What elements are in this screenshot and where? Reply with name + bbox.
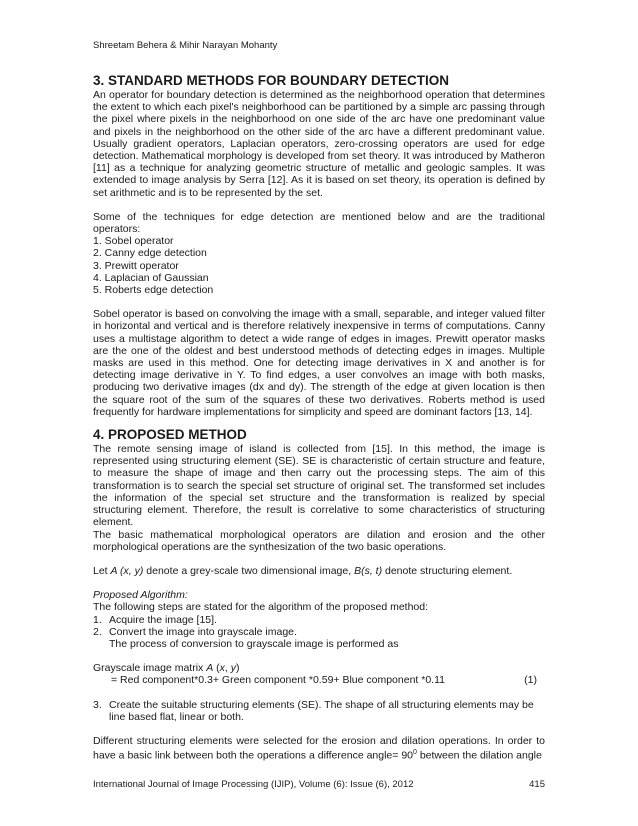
algorithm-steps-continued — [93, 699, 545, 723]
list-item: 5. Roberts edge detection — [93, 284, 214, 297]
section-4-paragraph-1: The remote sensing image of island is collected from [15]. In this method, the image is represented using structuring element (SE). SE is characteristic of certain structure and feature, to measure the shape of image and then carry out the processing steps. The aim of this transformation is to search the special set structure of original set. The transformed set includes the information of the special set structure and the transformation is realized by special structuring element. Therefore, the result is correlative to some characteristics of structuring element. — [93, 443, 545, 529]
list-item: 2. Canny edge detection — [93, 247, 207, 260]
page-footer — [93, 779, 545, 790]
algorithm-steps — [93, 614, 545, 651]
list-item: 1. Sobel operator — [93, 235, 174, 248]
list-item: 3. Prewitt operator — [93, 259, 179, 272]
section-3-heading: 3. STANDARD METHODS FOR BOUNDARY DETECTION — [93, 73, 450, 88]
algorithm-title: Proposed Algorithm: — [93, 589, 188, 602]
image-symbol: A (x, y) — [110, 564, 144, 577]
section-3-paragraph-2: Some of the techniques for edge detection are mentioned below and are the traditional operators: — [93, 210, 545, 236]
definition-paragraph: Let A (x, y) denote a grey-scale two dimensional image, B(s, t) denote structuring element. — [93, 564, 513, 577]
step-2-detail: The process of conversion to grayscale image is performed as — [109, 637, 399, 650]
equation-number: (1) — [524, 674, 537, 687]
section-4-paragraph-last: Different structuring elements were selected for the erosion and dilation operations. In order to have a basic link between both the operations a difference angle= $90^0$ between the dilation angle — [93, 734, 545, 762]
list-item: 1. Acquire the image [15]. — [93, 613, 217, 626]
section-3-paragraph-3: Sobel operator is based on convolving the image with a small, separable, and integer valued filter in horizontal and vertical and is therefore relatively inexpensive in terms of computations. Canny uses a multistage algorithm to detect a wide range of edges in images. Prewitt operator masks are the one of the oldest and best understood methods of detecting edges in images. Multiple masks are used in this method. One for detecting image derivatives in X and another is for detecting image derivative in Y. To find edges, a user convolves an image with both masks, producing two derivative images (dx and dy). The strength of the edge at given location is then the square root of the sum of the squares of these two derivatives. Roberts method is used frequently for hardware implementations for simplicity and speed are dominant factors [13, 14]. — [93, 308, 545, 418]
page-content — [93, 73, 545, 762]
grayscale-label: Grayscale image matrix A (x, y) — [93, 662, 240, 675]
section-4-heading: 4. PROPOSED METHOD — [93, 427, 247, 443]
journal-citation: International Journal of Image Processing (IJIP), Volume (6): Issue (6), 2012 — [93, 779, 414, 790]
grayscale-equation — [93, 674, 545, 686]
edge-operator-list — [93, 235, 545, 296]
list-item: 4. Laplacian of Gaussian — [93, 271, 209, 284]
algorithm-intro: The following steps are stated for the algorithm of the proposed method: — [93, 601, 429, 614]
list-item: 3. Create the suitable structuring elements (SE). The shape of all structuring elements may be line based flat, linear or both. — [93, 698, 534, 723]
section-3-paragraph-1: An operator for boundary detection is determined as the neighborhood operation that determines the extent to which each pixel's neighborhood can be partitioned by a simple arc passing through the pixel where pixels in the neighborhood on one side of the arc have one predominant value and pixels in the neighborhood on the other side of the arc have a different predominant value. Usually gradient operators, Laplacian operators, zero-crossing operators are used for edge detection. Mathematical morphology is developed from set theory. It was introduced by Matheron [11] as a technique for analyzing geometric structure of metallic and geologic samples. It was extended to image analysis by Serra [12]. As it is based on set theory, its operation is defined by set arithmetic and is to be represented by the set. — [93, 89, 545, 199]
list-item: 2. Convert the image into grayscale image. — [93, 625, 297, 638]
structuring-element-symbol: B(s, t) — [354, 564, 383, 577]
running-header-authors: Shreetam Behera & Mihir Narayan Mohanty — [93, 40, 278, 51]
page-number: 415 — [529, 779, 545, 790]
section-4-paragraph-2: The basic mathematical morphological operators are dilation and erosion and the other morphological operations are the synthesization of the two basic operations. — [93, 528, 545, 553]
equation-body: = Red component*0.3+ Green component *0.59+ Blue component *0.11 — [111, 674, 445, 687]
